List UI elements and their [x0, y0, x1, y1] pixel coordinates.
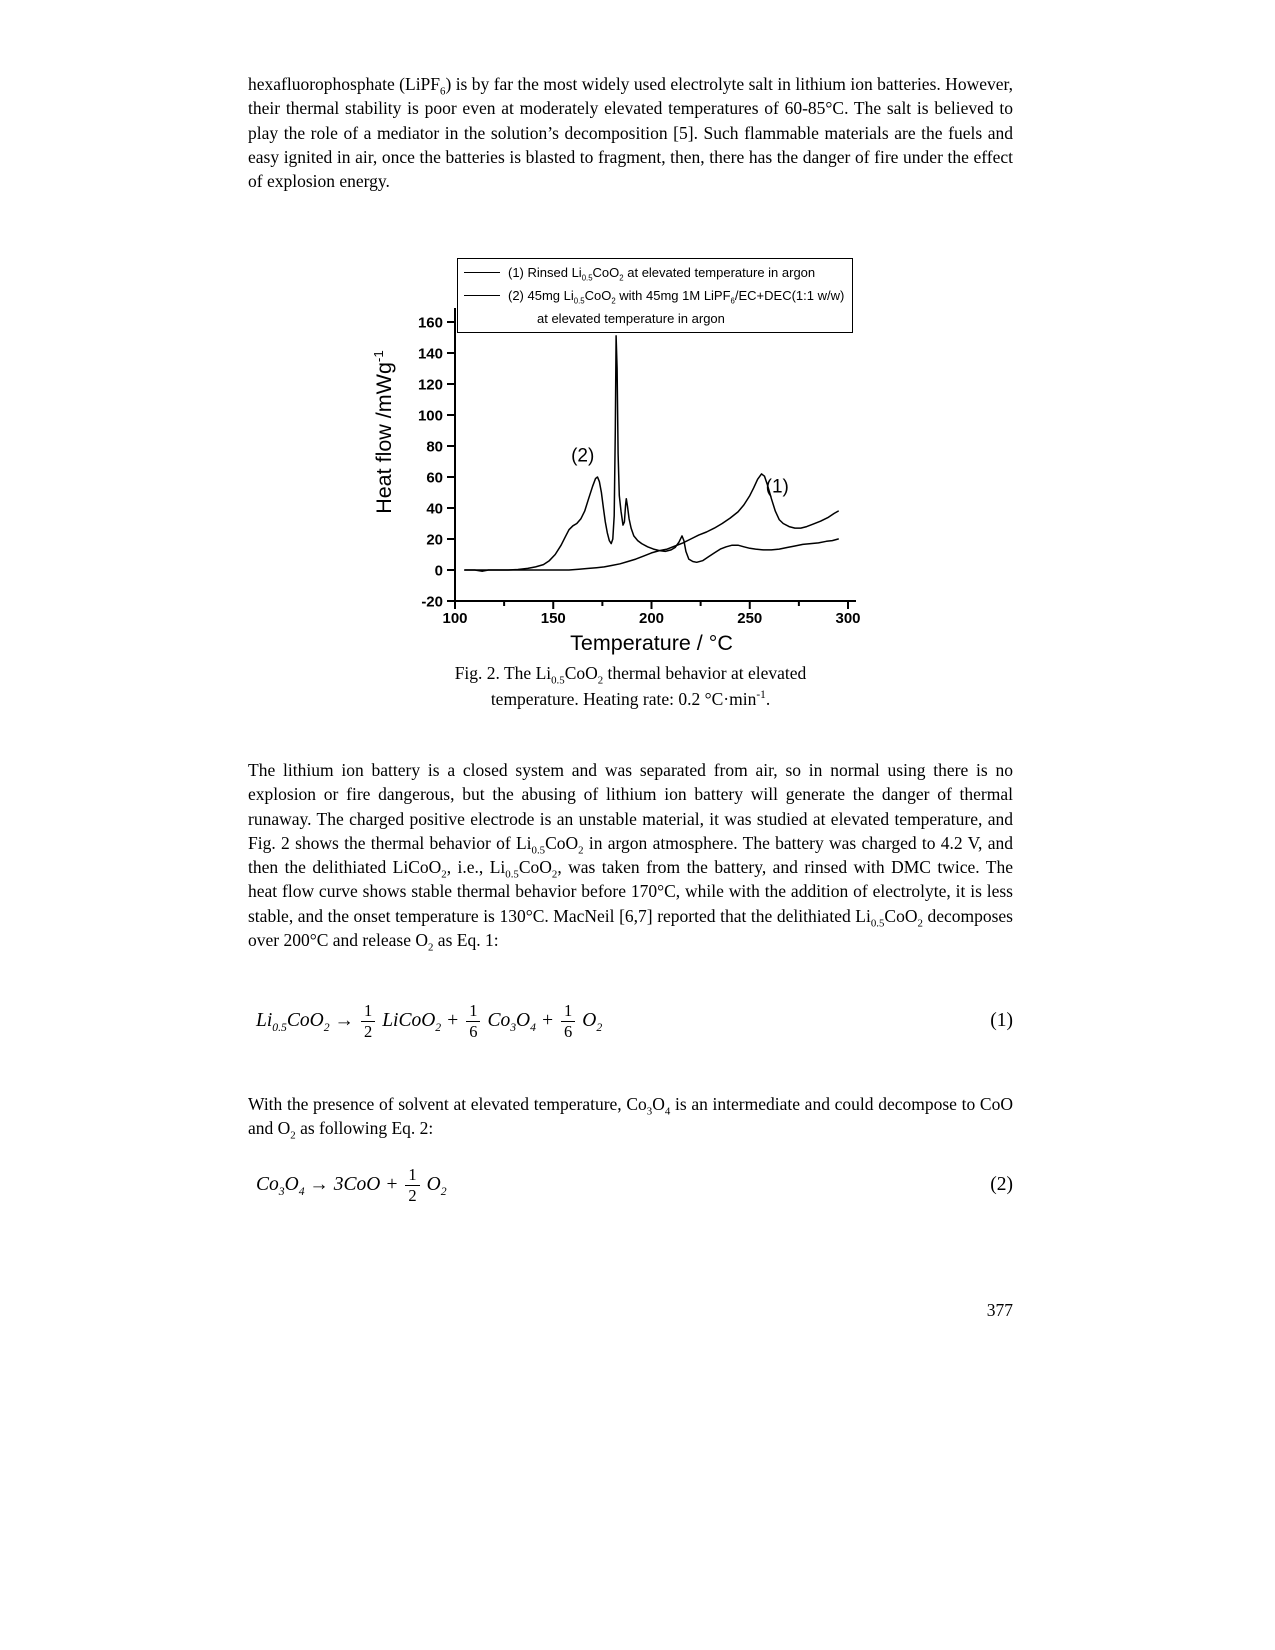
legend-entry-2 [458, 284, 852, 307]
legend-entry-2-label: (2) 45mg $Li_{0.5}CoO_2$ with 45mg 1M LiPF$_6$/EC+DEC(1:1 w/w) [508, 288, 845, 306]
fraction [361, 1002, 375, 1040]
series-1-line-sample [464, 272, 500, 273]
equation-1-lhs: $Li_{0.5}CoO_2$ → [256, 1010, 354, 1034]
equation-1-term-1: LiCoO$_2$ + [382, 1010, 460, 1034]
fraction-numerator: 1 [363, 1001, 373, 1021]
x-tick-label: 150 [540, 610, 566, 627]
fraction [561, 1002, 575, 1040]
y-tick-label: -20 [421, 593, 443, 611]
fraction-numerator: 1 [469, 1001, 478, 1021]
y-tick-label: 120 [417, 376, 443, 394]
fraction-numerator: 1 [564, 1001, 573, 1021]
paragraph-3: With the presence of solvent at elevated temperature, $Co_3O_4$ is an intermediate and could decompose to CoO and $O_2$ as following Eq. 2: [248, 1094, 1013, 1142]
fraction-denominator: 2 [405, 1185, 419, 1204]
y-axis-title: Heat flow /mWg$^{-1}$ [370, 350, 397, 514]
legend-entry-2-continuation-label: at elevated temperature in argon [537, 311, 725, 326]
y-tick-label: 0 [434, 562, 443, 580]
fraction [405, 1166, 419, 1204]
y-tick-label: 80 [426, 438, 443, 456]
fraction-numerator: 1 [408, 1165, 417, 1185]
caption-line-2: temperature. Heating rate: 0.2 $^\circ C\cdot\min^{-1}$. [490, 689, 771, 709]
equation-2-number: (2) [990, 1174, 1013, 1195]
x-tick-label: 300 [835, 610, 861, 627]
y-tick-label: 20 [426, 531, 443, 549]
fraction-denominator: 2 [361, 1021, 375, 1040]
y-tick-label: 40 [426, 500, 443, 518]
x-tick-label: 250 [737, 610, 763, 627]
y-tick-label: 140 [417, 345, 443, 363]
equation-1 [248, 988, 1013, 1054]
equation-1-number: (1) [990, 1010, 1013, 1031]
chart-legend [457, 258, 853, 333]
equation-1-term-2: $Co_3O_4$ + [487, 1010, 555, 1034]
fraction-denominator: 6 [466, 1021, 480, 1040]
series-2-curve [465, 336, 838, 571]
paragraph-2: The lithium ion battery is a closed system and was separated from air, so in normal using there is no explosion or fire dangerous, but the abusing of lithium ion battery will generate the danger of thermal runaway. The charged positive electrode is an unstable material, it was studied at elevated temperature, and Fig. 2 shows the thermal behavior of $Li_{0.5}CoO_2$ in argon atmosphere. The battery was charged to 4.2 V, and then the delithiated LiCoO$_2$, i.e., $Li_{0.5}CoO_2$, was taken from the battery, and rinsed with DMC twice. The heat flow curve shows stable thermal behavior before 170°C, while with the addition of electrolyte, it is less stable, and the onset temperature is 130°C. MacNeil [6,7] reported that the delithiated $Li_{0.5}CoO_2$ decomposes over 200°C and release $O_2$ as Eq. 1: [248, 760, 1014, 954]
equation-2 [248, 1152, 1013, 1218]
caption-line-1: Fig. 2. The $Li_{0.5}CoO_2$ thermal behavior at elevated [454, 663, 807, 687]
y-tick-label: 100 [417, 407, 443, 425]
legend-entry-1 [458, 261, 852, 284]
figure-2-chart [350, 245, 870, 665]
fraction [466, 1002, 480, 1040]
y-tick-label: 60 [426, 469, 443, 487]
x-tick-label: 200 [638, 610, 665, 627]
equation-2-term-1: $O_2$ [426, 1174, 447, 1198]
paragraph-1: hexafluorophosphate (LiPF$_6$) is by far the most widely used electrolyte salt in lithium ion batteries. However, their thermal stability is poor even at moderately elevated temperatures of 60-85°C. The salt is believed to play the role of a mediator in the solution’s decomposition [5]. Such flammable materials are the fuels and easy ignited in air, once the batteries is blasted to fragment, then, there has the danger of fire under the effect of explosion energy. [248, 74, 1013, 192]
y-tick-label: 160 [417, 314, 443, 332]
page-number: 377 [986, 1300, 1013, 1320]
series-2-line-sample [464, 295, 500, 296]
x-tick-label: 100 [442, 610, 468, 627]
curve-label: (1) [765, 476, 789, 498]
legend-entry-2-continuation [458, 307, 852, 330]
figure-caption [248, 660, 1013, 712]
equation-1-term-3: $O_2$ [582, 1010, 603, 1034]
legend-entry-1-label: (1) Rinsed $Li_{0.5}CoO_2$ at elevated temperature in argon [508, 265, 816, 283]
equation-2-lhs: $Co_3O_4 \to 3CoO$ + [256, 1174, 399, 1198]
curve-label: (2) [571, 445, 595, 467]
x-axis-title: Temperature / °C [570, 631, 733, 655]
fraction-denominator: 6 [561, 1021, 575, 1040]
